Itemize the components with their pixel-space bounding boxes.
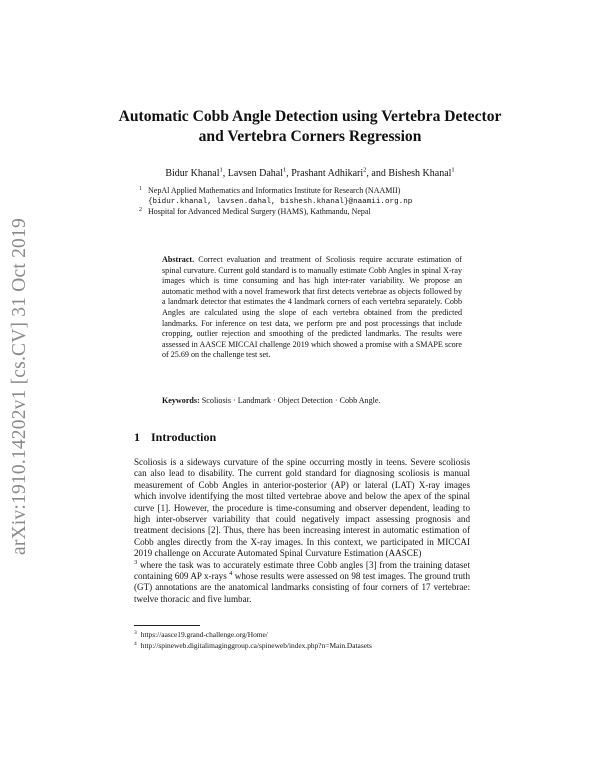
author-name: Bidur Khanal [165,168,220,179]
abstract-label: Abstract. [162,255,195,264]
affiliation-mark: 2 [139,207,142,213]
footnote-mark: 3 [134,629,137,636]
author-separator: , [222,168,228,179]
affiliation-text: Hospital for Advanced Medical Surgery (HAMS), Kathmandu, Nepal [148,207,371,216]
author-separator: , and [366,168,389,179]
section-title: Introduction [151,430,217,444]
body-paragraph [134,457,470,605]
author-name: Bishesh Khanal [388,168,452,179]
author-list [110,168,510,180]
abstract-text: Correct evaluation and treatment of Scoliosis require accurate estimation of spinal curvature. Current gold standard is to manually estimate Cobb Angles in spinal X-ray images which is time consuming and has high inter-rater variability. We propose an automatic method with a novel framework that first detects vertebrae as objects followed by a landmark detector that estimates the 4 landmark corners of each vertebra separately. Cobb Angles are calculated using the slope of each vertebra obtained from the predicted landmarks. For inference on test data, we perform pre and post processings that include cropping, outlier rejection and smoothing of the predicted landmarks. The results were assessed in AASCE MICCAI challenge 2019 which showed a promise with a SMAPE score of 25.69 on the challenge test set. [162,255,462,360]
affiliation-mark: 1 [451,166,455,174]
abstract [162,255,462,361]
arxiv-identifier[interactable]: arXiv:1910.14202v1 [cs.CV] 31 Oct 2019 [9,218,30,555]
body-text: Scoliosis is a sideways curvature of the spine occurring mostly in teens. Severe scoliosis can also lead to disability. The current gold standard for diagnosing scoliosis is manual measurement of Cobb Angles in anterior-posterior (AP) or lateral (LAT) X-ray images which involve identifying the most tilted vertebrae above and below the apex of the spinal curve [1]. However, the procedure is time-consuming and observer dependent, leading to high inter-observer variability that could negatively impact assessing prognosis and treatment decisions [2]. Thus, there has been increasing interest in automatic estimation of Cobb angles directly from the X-ray images. In this context, we participated in MICCAI 2019 challenge on Accurate Automated Spinal Curvature Estimation (AASCE) [134,457,470,559]
affiliation-mark: 2 [363,166,367,174]
keywords [162,396,462,407]
author-name: Lavsen Dahal [227,168,283,179]
affiliation-mark: 1 [139,186,142,192]
affiliation-line [139,197,499,208]
affiliations [139,186,499,218]
affiliation-line [139,207,499,218]
paper-title: Automatic Cobb Angle Detection using Vertebra Detector and Vertebra Corners Regression [118,108,502,145]
affiliation-text: NepAl Applied Mathematics and Informatics Institute for Research (NAAMII) [148,186,401,195]
section-number: 1 [134,430,140,444]
author-separator: , [286,168,292,179]
affiliation-mark: 1 [219,166,223,174]
footnote [134,640,474,651]
author-name: Prashant Adhikari [291,168,364,179]
keywords-label: Keywords: [162,396,200,405]
body-text: where the task was to accurately estimate three Cobb angles [3] from the training dataset containing 609 AP x-rays [134,559,470,582]
affiliation-mark [139,195,148,206]
affiliation-mark: 1 [282,166,287,174]
keywords-text: Scoliosis · Landmark · Object Detection · Cobb Angle. [201,396,381,405]
footnote-mark: 4 [134,640,137,647]
footnotes [134,629,474,651]
affiliation-line [139,186,499,197]
author-emails[interactable]: {bidur.khanal, lavsen.dahal, bishesh.khanal}@naamii.org.np [148,197,413,206]
footnote [134,629,474,640]
footnote-link[interactable]: https://aasce19.grand-challenge.org/Home/ [140,630,268,639]
footnote-ref[interactable]: 3 [134,558,138,566]
footnote-divider [134,625,200,626]
footnote-link[interactable]: http://spineweb.digitalimaginggroup.ca/spineweb/index.php?n=Main.Datasets [140,641,372,650]
footnote-ref[interactable]: 4 [229,570,233,578]
body-text: whose results were assessed on 98 test images. The ground truth (GT) annotations are the anatomical landmarks consisting of four corners of 17 vertebrae: twelve thoracic and five lumbar. [134,571,470,604]
section-heading [134,430,474,444]
